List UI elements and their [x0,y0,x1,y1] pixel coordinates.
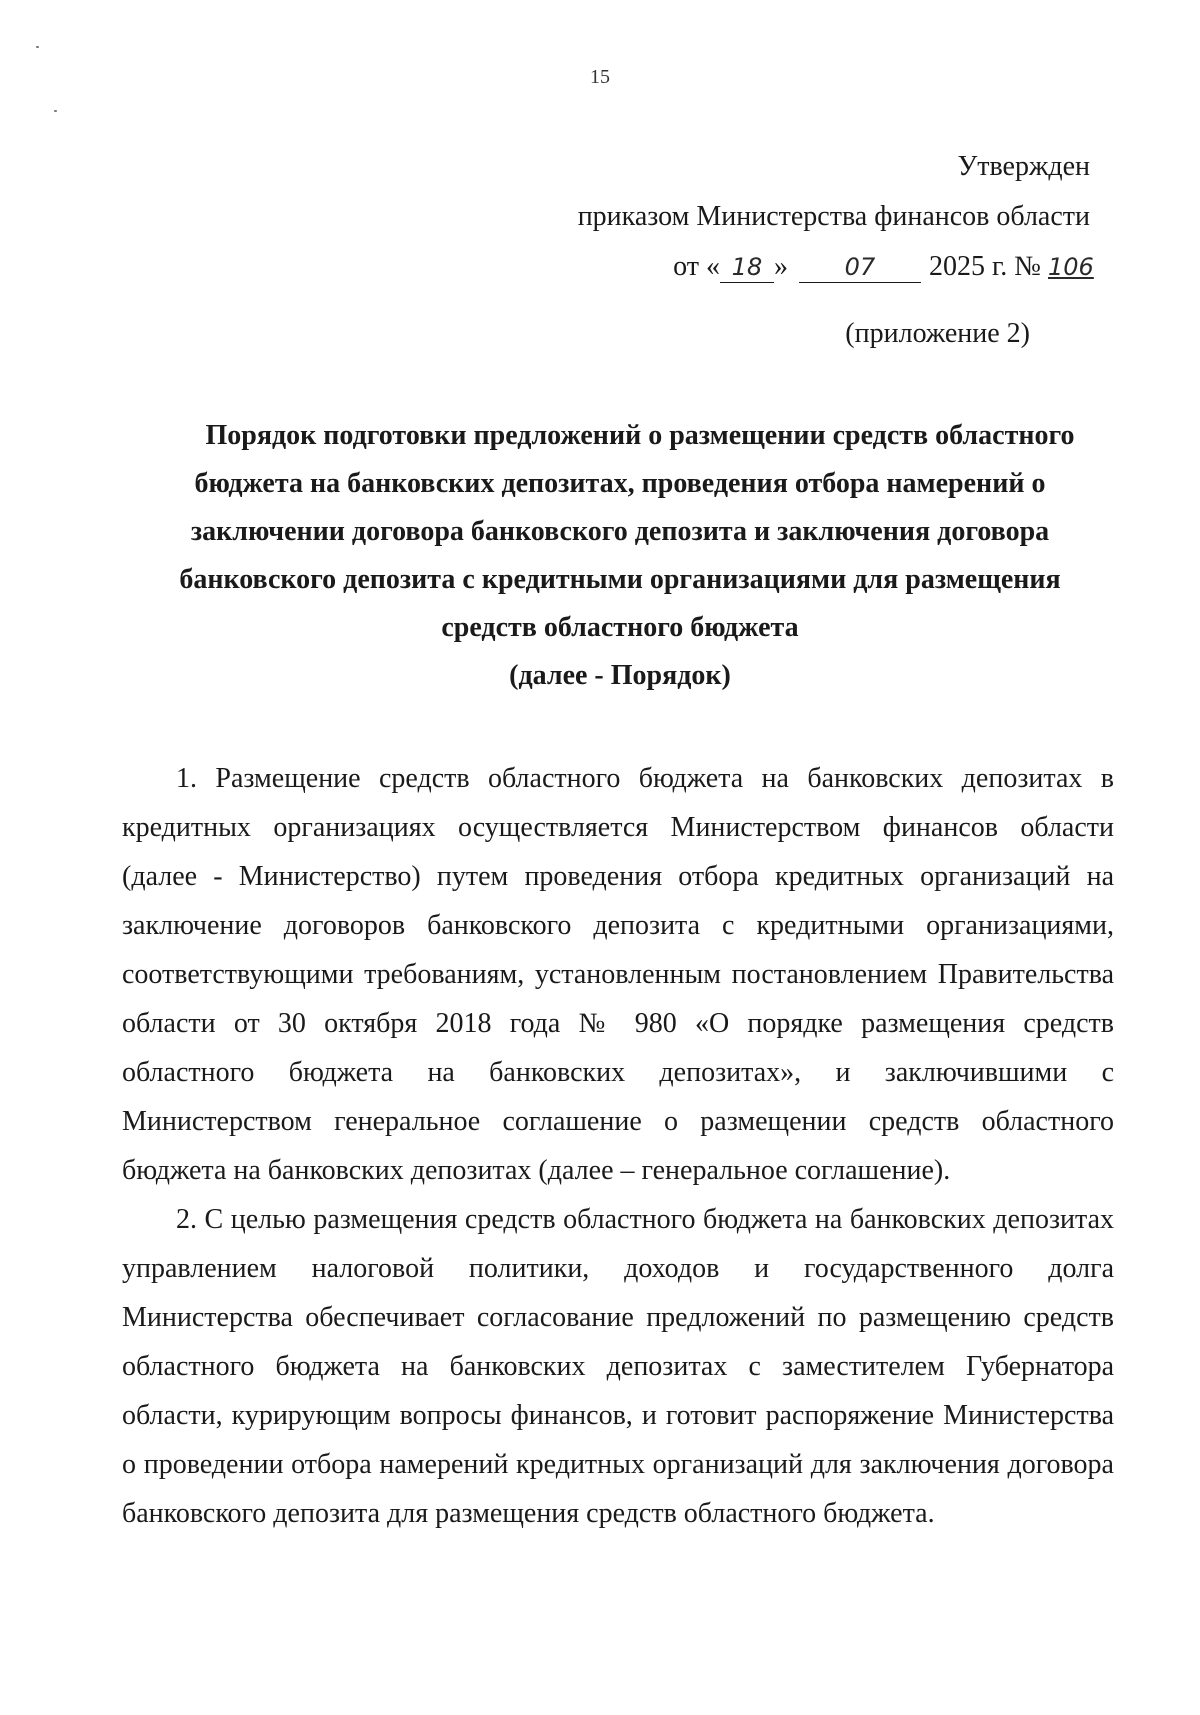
page-number: 15 [590,66,610,88]
scan-speck [36,46,39,48]
approval-issuer: приказом Министерства финансов области [577,201,1090,232]
approval-block [577,142,1094,292]
paragraph-2: 2. С целью размещения средств областного бюджета на банковских депозитах управлением налоговой политики, доходов и государственного долга Министерства обеспечивает согласование предложений по размещению средств областного бюджета на банковских депозитах с заместителем Губернатора области, курирующим вопросы финансов, и готовит распоряжение Министерства о проведении отбора намерений кредитных организаций для заключения договора банковского депозита для размещения средств областного бюджета. [122,1204,1114,1529]
title-line: средств областного бюджета [441,612,799,643]
date-mid: » [773,251,788,282]
title-line: Порядок подготовки предложений о размещении средств областного [205,420,1075,451]
approval-title: Утвержден [957,151,1090,182]
title-line: бюджета на банковских депозитах, проведения отбора намерений о [194,468,1046,499]
document-title [160,412,1080,700]
date-year: 2025 г. № [928,251,1041,282]
handwritten-month: 07 [799,252,921,283]
approval-date-line [578,242,1094,292]
title-line: банковского депозита с кредитными организациями для размещения [179,564,1061,595]
paragraph-1: 1. Размещение средств областного бюджета на банковских депозитах в кредитных организациях осуществляется Министерством финансов области (далее - Министерство) путем проведения отбора кредитных организаций на заключение договоров банковского депозита с кредитными организациями, соответствующими требованиям, установленным постановлением Правительства области от 30 октября 2018 года № 980 «О порядке размещения средств областного бюджета на банковских депозитах», и заключившими с Министерством генеральное соглашение о размещении средств областного бюджета на банковских депозитах (далее – генеральное соглашение). [122,763,1114,1186]
title-line: заключении договора банковского депозита и заключения договора [190,516,1050,547]
date-prefix: от « [673,251,720,282]
document-body [122,754,1114,1538]
handwritten-order-number: 106 [1048,253,1094,281]
handwritten-day: 18 [720,252,774,283]
title-line: (далее - Порядок) [509,660,731,691]
appendix-label: (приложение 2) [845,318,1030,349]
scan-speck [54,110,57,112]
